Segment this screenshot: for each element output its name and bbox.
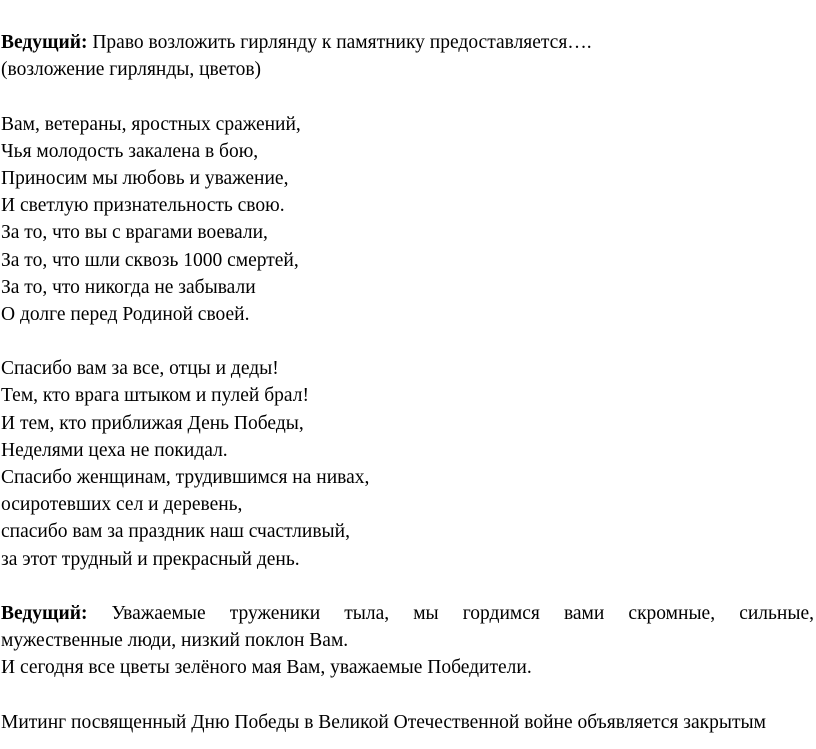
poem-stanza-1 [1, 111, 814, 329]
intro-text: Право возложить гирлянду к памятнику предоставляется…. [92, 32, 592, 53]
poem-line: Чья молодость закалена в бою, [1, 140, 259, 162]
blank-line [1, 328, 814, 355]
word: Уважаемые [111, 602, 206, 624]
blank-line [1, 682, 814, 709]
blank-line [1, 83, 814, 110]
word: тыла, [344, 602, 390, 624]
poem-stanza-2 [1, 355, 814, 573]
closing-line: Митинг посвященный Дню Победы в Великой Отечественной войне объявляется закрытым [1, 711, 766, 733]
host-paragraph-line: мужественные люди, низкий поклон Вам. [1, 630, 349, 652]
speaker-label: Ведущий: [1, 32, 88, 53]
poem-line: осиротевших сел и деревень, [1, 494, 243, 516]
poem-line: О долге перед Родиной своей. [1, 303, 250, 325]
word: сильные, [739, 602, 814, 624]
poem-line: за этот трудный и прекрасный день. [1, 548, 300, 570]
intro-note: (возложение гирлянды, цветов) [1, 59, 262, 81]
intro-line [1, 29, 814, 56]
host-paragraph-line [1, 600, 814, 627]
poem-line: Вам, ветераны, яростных сражений, [1, 113, 301, 135]
poem-line: Приносим мы любовь и уважение, [1, 167, 289, 189]
poem-line: спасибо вам за праздник наш счастливый, [1, 521, 350, 543]
poem-line: Спасибо вам за все, отцы и деды! [1, 358, 279, 380]
word: труженики [229, 602, 321, 624]
speaker-label: Ведущий: [1, 602, 88, 624]
word: вами [563, 602, 605, 624]
host-paragraph-line: И сегодня все цветы зелёного мая Вам, уважаемые Победители. [1, 657, 532, 679]
word: скромные, [628, 602, 716, 624]
poem-line: За то, что никогда не забывали [1, 276, 256, 298]
poem-line: Тем, кто врага штыком и пулей брал! [1, 385, 309, 407]
poem-line: И тем, кто приближая День Победы, [1, 412, 304, 434]
word: гордимся [462, 602, 540, 624]
poem-line: И светлую признательность свою. [1, 195, 285, 217]
word: мы [413, 602, 439, 624]
poem-line: Неделями цеха не покидал. [1, 439, 228, 461]
poem-line: Спасибо женщинам, трудившимся на нивах, [1, 467, 370, 488]
poem-line: За то, что вы с врагами воевали, [1, 222, 268, 244]
poem-line: За то, что шли сквозь 1000 смертей, [1, 249, 299, 271]
blank-line [1, 573, 814, 600]
document-body [1, 29, 814, 736]
